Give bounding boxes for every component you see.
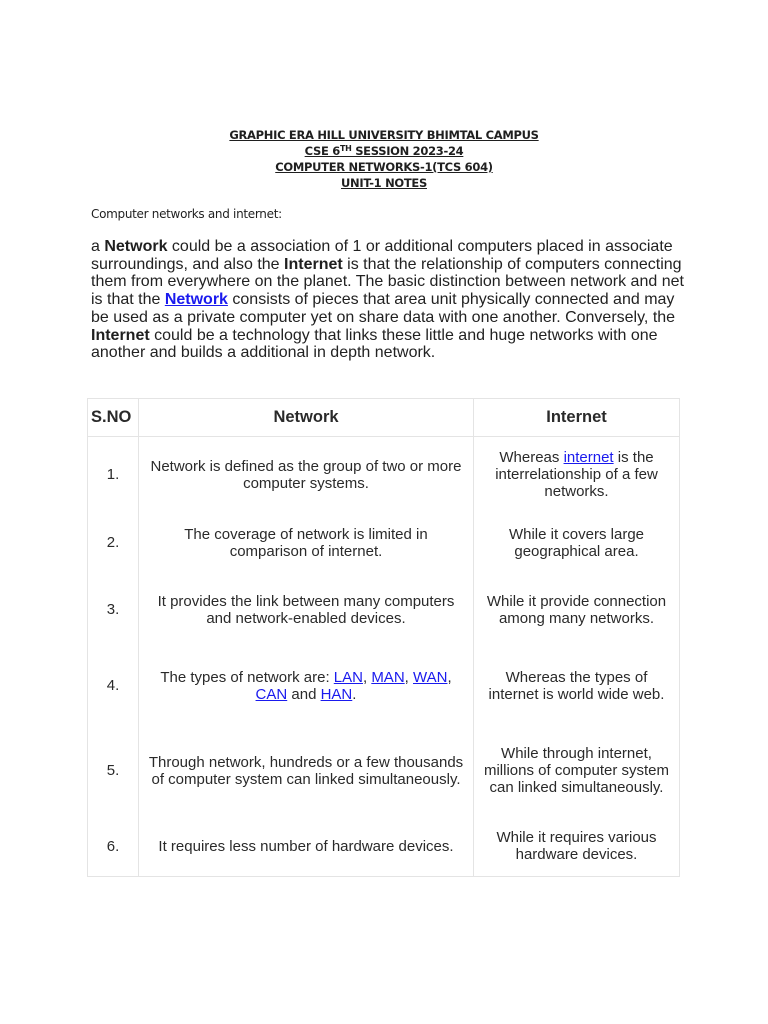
row-number: 1. [88,437,139,513]
network-cell: The coverage of network is limited in comparison of internet. [139,513,474,573]
table-header-row [88,399,680,437]
network-cell: It provides the link between many computers and network-enabled devices. [139,573,474,647]
intro-bold-internet: Internet [91,326,150,344]
section-heading: Computer networks and internet: [91,207,282,221]
table-row [88,817,680,877]
intro-text: a [91,238,105,255]
internet-link[interactable]: internet [563,449,614,467]
internet-cell: While it requires various hardware devices. [474,817,680,877]
table-row [88,725,680,817]
lan-link[interactable]: LAN [333,668,363,686]
session-line [0,143,768,159]
wan-link[interactable]: WAN [413,668,448,686]
unit-title: UNIT-1 NOTES [341,176,427,190]
document-header [0,127,768,191]
table-row [88,437,680,513]
column-header-network: Network [139,399,474,437]
cell-text: is the interrelationship of a few networks. [495,449,658,501]
intro-bold-network: Network [104,238,168,255]
cell-text: The types of network are: [160,668,334,686]
network-cell: Through network, hundreds or a few thousands of computer system can linked simultaneously. [139,725,474,817]
network-cell: It requires less number of hardware devices. [139,817,474,877]
table-row [88,513,680,573]
intro-text: could be a association of 1 or additional computers placed in associate surroundings, and also the [91,238,673,273]
internet-cell: While it provide connection among many networks. [474,573,680,647]
intro-text: could be a technology that links these little and huge networks with one another and builds a additional in depth network. [91,326,658,362]
intro-text: is that the relationship of computers connecting them from everywhere on the planet. The basic distinction between network and net is that the [91,255,684,309]
network-cell [139,647,474,725]
separator: , [404,668,413,686]
intro-text: consists of pieces that area unit physically connected and may be used as a private computer yet on share data with one another. Conversely, the [91,291,676,326]
han-link[interactable]: HAN [320,685,353,703]
comparison-table [87,398,680,877]
man-link[interactable]: MAN [371,668,405,686]
network-cell: Network is defined as the group of two or more computer systems. [139,437,474,513]
column-header-internet: Internet [474,399,680,437]
table-row [88,573,680,647]
cell-text: Whereas [499,449,564,467]
session-suffix: SESSION 2023-24 [351,144,464,158]
internet-cell: While through internet, millions of computer system can linked simultaneously. [474,725,680,817]
intro-bold-internet: Internet [284,255,343,273]
separator: and [287,685,321,703]
network-link[interactable]: Network [164,291,228,309]
separator: , [447,668,452,686]
internet-cell [474,437,680,513]
table-row [88,647,680,725]
university-title: GRAPHIC ERA HILL UNIVERSITY BHIMTAL CAMPUS [229,128,539,142]
session-superscript: TH [339,144,352,153]
separator: , [362,668,372,686]
intro-paragraph [91,238,691,362]
can-link[interactable]: CAN [255,685,288,703]
internet-cell: While it covers large geographical area. [474,513,680,573]
row-number: 5. [88,725,139,817]
row-number: 4. [88,647,139,725]
row-number: 2. [88,513,139,573]
row-number: 6. [88,817,139,877]
session-prefix: CSE 6 [304,144,340,158]
separator: . [352,685,357,703]
row-number: 3. [88,573,139,647]
internet-cell: Whereas the types of internet is world wide web. [474,647,680,725]
column-header-sno: S.NO [88,399,139,437]
course-title: COMPUTER NETWORKS-1(TCS 604) [275,160,493,174]
